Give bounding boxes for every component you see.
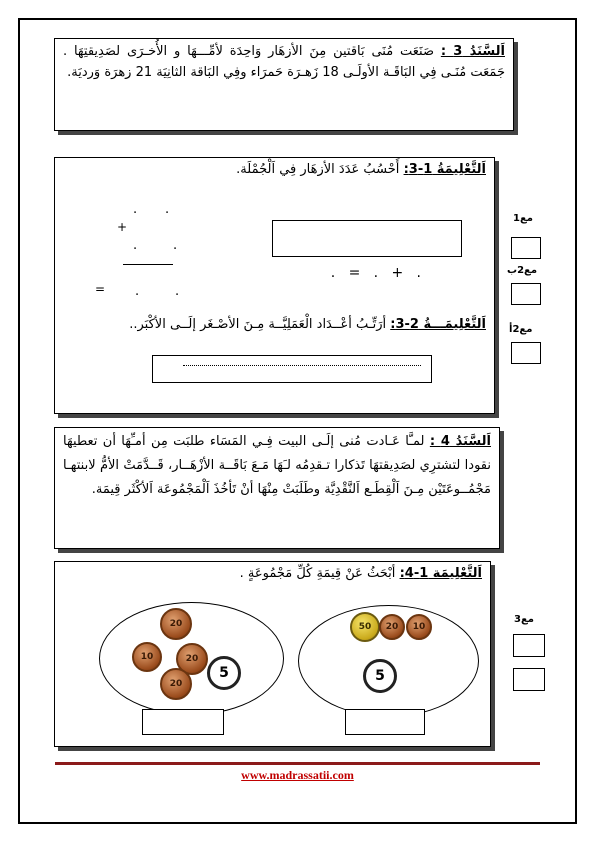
coin-20: 20 [379, 614, 405, 640]
task-4-1-line [55, 562, 490, 585]
addition-dot: . [165, 202, 170, 217]
task-3-2-label: اَلتَّعْلِيمَـــةُ 2-3: [390, 317, 486, 332]
sanad-3-box [54, 38, 514, 131]
task-4-1-label: اَلتَّعْلِيمَة 1-4: [399, 566, 482, 581]
task-3-2-text: أرَتِّـبُ أعْــدَاد الْعَمَلِيَّــة مِـنَ الأصْـغَر إلَــى الأكْبَر.. [129, 317, 387, 332]
addition-dot: . [173, 238, 178, 253]
criterion-3-box-b[interactable] [513, 668, 545, 691]
addition-dot: . [135, 284, 140, 299]
task-3-1-line [55, 158, 494, 181]
coin-10: 10 [132, 642, 162, 672]
addition-dot: . [133, 238, 138, 253]
sanad-4-text: لمـَّا عَـادت مُنى إلَـى البيت فِـي المَسَاء طلبَت مِن أمـِّهَا أن تعطيهَا نقودا لتشترِي لصَدِيقتهَا تَذكارا تـقدِمُه لـَهَا مَـعَ بَاقَــة الأزْهَــار، قَــدَّمَتْ الأمُّ لابنتهـا مَجْمُــوعَتَيْن مِـنَ اَلْقِطَـع اَلنَّقْدِيَّة وطَلَبَتْ مِنْهَا أنْ تَأخُذَ اَلْمَجْمُوعَة اَلأكْثَر قِيمَة. [63, 434, 491, 497]
addition-dot: . [175, 284, 180, 299]
coin-20: 20 [160, 608, 192, 640]
footer-url[interactable]: www.madrassatii.com [241, 768, 354, 782]
coin-20: 20 [160, 668, 192, 700]
dotted-answer-line [183, 365, 421, 366]
sanad-3-text: صَنَعَت مُنَى بَاقتين مِنَ الأزهَار وَاحِدَة لأمِّـــهَا و الأُخـرَى لصَدِيقتِهَا . جَمَعَت مُنَـى فِي البَاقَـة الأولَـى 18 زَهـرَة حَمرَاء وفِي البَاقة الثانِيَة 21 زهرَة وَرديَة. [63, 44, 505, 80]
criterion-3-label: مع3 [514, 614, 534, 625]
sanad-3-paragraph [55, 39, 513, 83]
criterion-2b-box[interactable] [511, 283, 541, 305]
sanad-3-label: اَلسَّنَدُ 3 : [440, 44, 505, 59]
criterion-1-label: مع1 [513, 213, 533, 224]
task-4-box [54, 561, 491, 747]
plus-sign: + [117, 220, 128, 234]
task-3-2-line [53, 310, 494, 340]
criterion-2a-box[interactable] [511, 342, 541, 364]
criterion-2a-label: مع2أ [509, 324, 533, 335]
coin-20: 20 [176, 643, 208, 675]
task-4-1-text: أبْحَثُ عَنْ قِيمَةِ كُلِّ مَجْمُوعَةٍ . [239, 566, 396, 581]
criterion-3-box-a[interactable] [513, 634, 545, 657]
coin-5: 5 [363, 659, 397, 693]
sanad-4-label: اَلسَّنَدُ 4 : [429, 434, 491, 449]
addition-dot: . [133, 202, 138, 217]
ordering-answer-box[interactable] [152, 355, 432, 383]
sanad-4-box [54, 427, 500, 549]
task-3-1-label: اَلتَّعْلِيمَةُ 1-3: [403, 162, 486, 177]
addition-line [123, 264, 173, 265]
coin-50: 50 [350, 612, 380, 642]
group-1-value-box[interactable] [142, 709, 224, 735]
sanad-4-paragraph [55, 428, 499, 502]
group-2-value-box[interactable] [345, 709, 425, 735]
criterion-2b-label: مع2ب [507, 265, 538, 276]
task-3-box [54, 157, 495, 414]
coin-5: 5 [207, 656, 241, 690]
horizontal-operation-box[interactable] [272, 220, 462, 281]
equals-sign: = [95, 282, 106, 296]
task-3-1-text: أَحْسُبُ عَدَدَ الأزهَار فِي اَلْجُمْلَة. [236, 162, 400, 177]
criterion-1-box[interactable] [511, 237, 541, 259]
footer-divider [55, 762, 540, 765]
horizontal-operation-text: . = . + . [330, 265, 422, 281]
coin-10: 10 [406, 614, 432, 640]
